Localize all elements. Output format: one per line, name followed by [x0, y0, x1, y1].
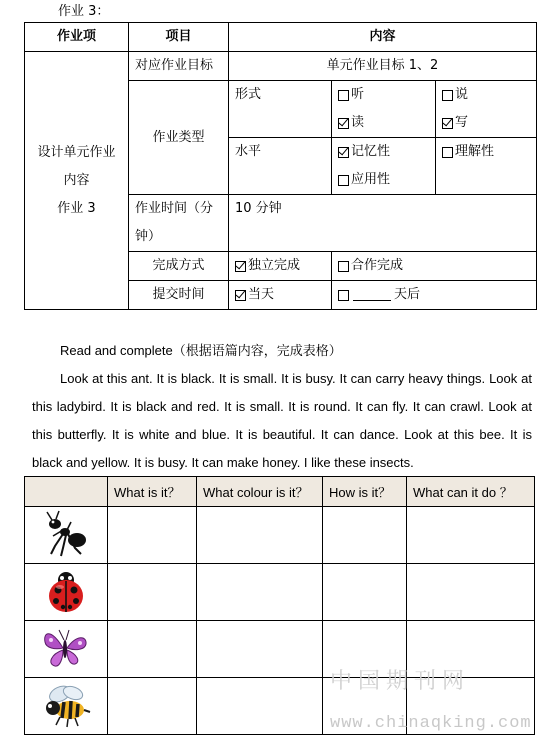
- col-header-can: What can it do ？: [407, 477, 535, 507]
- ladybird-can-cell[interactable]: [407, 564, 535, 621]
- time-value: 10 分钟: [229, 195, 537, 252]
- target-label: 对应作业目标: [129, 52, 229, 81]
- days-blank-field[interactable]: [353, 289, 391, 301]
- reading-title: Read and complete（根据语篇内容，完成表格）: [60, 343, 342, 358]
- form-label: 形式: [229, 81, 332, 138]
- col-header-what: What is it？: [108, 477, 197, 507]
- butterfly-what-cell[interactable]: [108, 621, 197, 678]
- ant-colour-cell[interactable]: [197, 507, 323, 564]
- bee-icon: [40, 682, 92, 728]
- ladybird-how-cell[interactable]: [323, 564, 407, 621]
- ladybird-what-cell[interactable]: [108, 564, 197, 621]
- insect-worksheet-table: [24, 476, 535, 735]
- level-options-left: [332, 138, 436, 195]
- ant-can-cell[interactable]: [407, 507, 535, 564]
- option-listen[interactable]: 听: [338, 81, 429, 109]
- butterfly-colour-cell[interactable]: [197, 621, 323, 678]
- option-apply[interactable]: 应用性: [338, 166, 429, 194]
- level-label: 水平: [229, 138, 332, 195]
- submit-label: 提交时间: [129, 281, 229, 310]
- butterfly-cell: [25, 621, 108, 678]
- row-label-line-1: 设计单元作业: [37, 144, 116, 160]
- table-row: [25, 507, 535, 564]
- level-options-right: [436, 138, 537, 195]
- mode-option-independent-cell: [229, 252, 332, 281]
- type-label: 作业类型: [129, 81, 229, 195]
- header-project: 项目: [129, 23, 229, 52]
- watermark-url: www.chinaqking.com: [330, 714, 532, 733]
- option-write[interactable]: 写: [442, 109, 530, 137]
- row-label-line-2: 内容: [63, 172, 90, 188]
- reading-passage: Look at this ant. It is black. It is small. It is busy. It can carry heavy things. Look at this ladybird. It is black and red. It is small. It is round. It can fly. It can crawl. Look at this butterfly. It is white and blue. It is beautiful. It can dance. Look at this bee. It is black and yellow. It is busy. It can make honey. I like these insects.: [32, 371, 532, 470]
- assignment-heading: 作业 3：: [58, 4, 110, 19]
- bee-colour-cell[interactable]: [197, 678, 323, 735]
- independent-checkbox-icon[interactable]: [235, 261, 246, 272]
- option-cooperative[interactable]: 合作完成: [338, 252, 530, 280]
- row-label-cell: [25, 52, 129, 310]
- row-label-line-3: 作业 3: [57, 200, 96, 216]
- cooperative-checkbox-icon[interactable]: [338, 261, 349, 272]
- col-header-picture: [25, 477, 108, 507]
- target-value: 单元作业目标 1、2: [229, 52, 537, 81]
- ladybird-icon: [41, 566, 91, 616]
- option-same-day[interactable]: 当天: [235, 281, 325, 309]
- submit-option-days-later-cell: [332, 281, 537, 310]
- ladybird-colour-cell[interactable]: [197, 564, 323, 621]
- header-assignment-item: 作业项: [25, 23, 129, 52]
- bee-cell: [25, 678, 108, 735]
- assignment-plan-table: [24, 22, 537, 310]
- form-options-left: [332, 81, 436, 138]
- understand-checkbox-icon[interactable]: [442, 147, 453, 158]
- col-header-how: How is it？: [323, 477, 407, 507]
- butterfly-icon: [41, 626, 91, 670]
- apply-checkbox-icon[interactable]: [338, 175, 349, 186]
- option-read[interactable]: 读: [338, 109, 429, 137]
- col-header-colour: What colour is it？: [197, 477, 323, 507]
- form-options-right: [436, 81, 537, 138]
- header-content: 内容: [229, 23, 537, 52]
- option-memory[interactable]: 记忆性: [338, 138, 429, 166]
- memory-checkbox-icon[interactable]: [338, 147, 349, 158]
- mode-option-cooperative-cell: [332, 252, 537, 281]
- option-understand[interactable]: 理解性: [442, 138, 530, 166]
- ant-what-cell[interactable]: [108, 507, 197, 564]
- option-speak[interactable]: 说: [442, 81, 530, 109]
- mode-label: 完成方式: [129, 252, 229, 281]
- table-row: [25, 564, 535, 621]
- same-day-checkbox-icon[interactable]: [235, 290, 246, 301]
- ant-how-cell[interactable]: [323, 507, 407, 564]
- speak-checkbox-icon[interactable]: [442, 90, 453, 101]
- days-later-checkbox-icon[interactable]: [338, 290, 349, 301]
- time-label: 作业时间（分 钟）: [129, 195, 229, 252]
- submit-option-sameday-cell: [229, 281, 332, 310]
- bee-what-cell[interactable]: [108, 678, 197, 735]
- watermark-chinese: 中国期刊网: [330, 669, 471, 694]
- option-days-later[interactable]: 天后: [338, 281, 530, 309]
- write-checkbox-icon[interactable]: [442, 118, 453, 129]
- ant-icon: [41, 510, 91, 558]
- listen-checkbox-icon[interactable]: [338, 90, 349, 101]
- ant-cell: [25, 507, 108, 564]
- ladybird-cell: [25, 564, 108, 621]
- option-independent[interactable]: 独立完成: [235, 252, 325, 280]
- read-checkbox-icon[interactable]: [338, 118, 349, 129]
